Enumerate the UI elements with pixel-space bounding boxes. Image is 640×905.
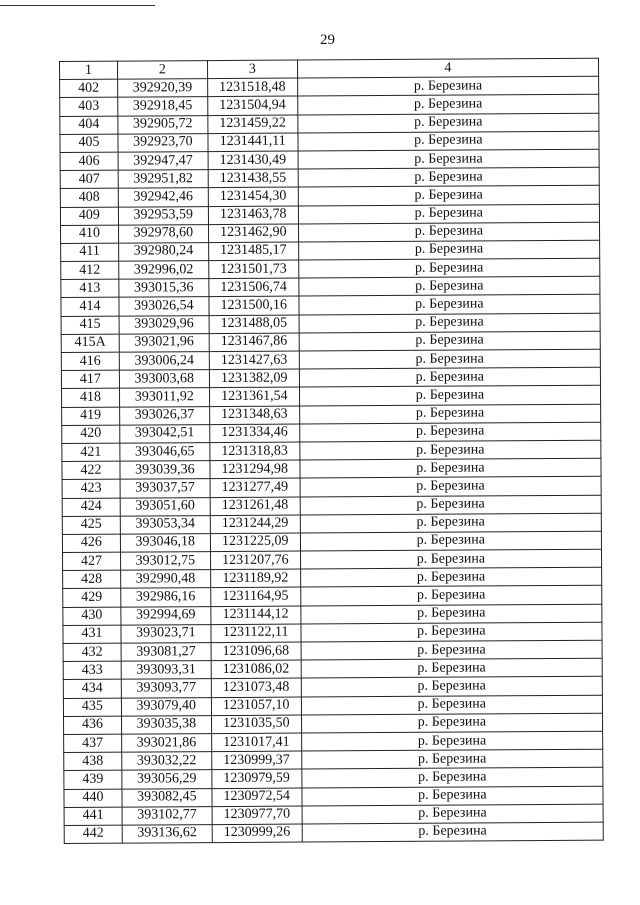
point-number-cell: 435 [63, 698, 121, 717]
y-coordinate-cell: 1230977,70 [212, 806, 302, 825]
description-cell: р. Березина [299, 295, 600, 315]
y-coordinate-cell: 1231244,29 [210, 515, 300, 534]
x-coordinate-cell: 392996,02 [119, 261, 209, 280]
y-coordinate-cell: 1231430,49 [208, 151, 298, 170]
description-cell: р. Березина [298, 204, 599, 224]
x-coordinate-cell: 393026,54 [119, 297, 209, 316]
description-cell: р. Березина [300, 440, 601, 460]
x-coordinate-cell: 393021,96 [119, 333, 209, 352]
x-coordinate-cell: 393136,62 [122, 824, 212, 843]
description-cell: р. Березина [301, 640, 602, 660]
point-number-cell: 407 [60, 170, 118, 189]
point-number-cell: 412 [61, 261, 119, 280]
point-number-cell: 428 [63, 570, 121, 589]
description-cell: р. Березина [298, 222, 599, 242]
y-coordinate-cell: 1231164,95 [211, 587, 301, 606]
point-number-cell: 422 [62, 461, 120, 480]
description-cell: р. Березина [301, 677, 602, 697]
description-cell: р. Березина [301, 622, 602, 642]
x-coordinate-cell: 393081,27 [121, 643, 211, 662]
y-coordinate-cell: 1231501,73 [209, 260, 299, 279]
point-number-cell: 406 [60, 152, 118, 171]
x-coordinate-cell: 393102,77 [122, 806, 212, 825]
description-cell: р. Березина [302, 804, 603, 824]
x-coordinate-cell: 393039,36 [120, 461, 210, 480]
y-coordinate-cell: 1231382,09 [209, 369, 299, 388]
x-coordinate-cell: 392918,45 [118, 97, 208, 116]
x-coordinate-cell: 393042,51 [120, 424, 210, 443]
header-col-3: 3 [207, 60, 297, 79]
point-number-cell: 431 [63, 625, 121, 644]
x-coordinate-cell: 392942,46 [118, 188, 208, 207]
x-coordinate-cell: 393093,31 [121, 661, 211, 680]
y-coordinate-cell: 1231017,41 [211, 733, 301, 752]
description-cell: р. Березина [298, 113, 599, 133]
header-col-1: 1 [60, 61, 118, 80]
x-coordinate-cell: 393053,34 [120, 515, 210, 534]
point-number-cell: 415А [61, 334, 119, 353]
point-number-cell: 426 [62, 534, 120, 553]
point-number-cell: 441 [64, 807, 122, 826]
y-coordinate-cell: 1230979,59 [212, 769, 302, 788]
point-number-cell: 437 [64, 734, 122, 753]
description-cell: р. Березина [298, 131, 599, 151]
point-number-cell: 429 [63, 589, 121, 608]
x-coordinate-cell: 392986,16 [121, 588, 211, 607]
y-coordinate-cell: 1231225,09 [210, 533, 300, 552]
point-number-cell: 432 [63, 643, 121, 662]
description-cell: р. Березина [299, 386, 600, 406]
point-number-cell: 410 [61, 225, 119, 244]
point-number-cell: 425 [62, 516, 120, 535]
point-number-cell: 418 [62, 389, 120, 408]
description-cell: р. Березина [298, 167, 599, 187]
y-coordinate-cell: 1231144,12 [211, 606, 301, 625]
table-row [64, 822, 603, 843]
y-coordinate-cell: 1231485,17 [208, 242, 298, 261]
point-number-cell: 434 [63, 680, 121, 699]
description-cell: р. Березина [300, 458, 601, 478]
point-number-cell: 402 [60, 79, 118, 98]
y-coordinate-cell: 1231096,68 [211, 642, 301, 661]
y-coordinate-cell: 1231488,05 [209, 315, 299, 334]
description-cell: р. Березина [301, 731, 602, 751]
x-coordinate-cell: 392953,59 [118, 206, 208, 225]
y-coordinate-cell: 1231073,48 [211, 678, 301, 697]
description-cell: р. Березина [299, 349, 600, 369]
y-coordinate-cell: 1231057,10 [211, 697, 301, 716]
point-number-cell: 439 [64, 770, 122, 789]
point-number-cell: 405 [60, 134, 118, 153]
point-number-cell: 409 [60, 207, 118, 226]
y-coordinate-cell: 1231086,02 [211, 660, 301, 679]
x-coordinate-cell: 392947,47 [118, 152, 208, 171]
x-coordinate-cell: 393056,29 [122, 770, 212, 789]
description-cell: р. Березина [300, 586, 601, 606]
description-cell: р. Березина [301, 658, 602, 678]
description-cell: р. Березина [300, 531, 601, 551]
point-number-cell: 436 [64, 716, 122, 735]
description-cell: р. Березина [300, 513, 601, 533]
point-number-cell: 423 [62, 479, 120, 498]
point-number-cell: 440 [64, 789, 122, 808]
y-coordinate-cell: 1231454,30 [208, 187, 298, 206]
point-number-cell: 430 [63, 607, 121, 626]
x-coordinate-cell: 392905,72 [118, 115, 208, 134]
description-cell: р. Березина [297, 76, 598, 96]
x-coordinate-cell: 392951,82 [118, 170, 208, 189]
y-coordinate-cell: 1231318,83 [210, 442, 300, 461]
description-cell: р. Березина [299, 331, 600, 351]
x-coordinate-cell: 393046,65 [120, 443, 210, 462]
table-body [60, 76, 604, 843]
point-number-cell: 427 [63, 552, 121, 571]
y-coordinate-cell: 1231427,63 [209, 351, 299, 370]
header-col-2: 2 [117, 61, 207, 80]
point-number-cell: 416 [61, 352, 119, 371]
description-cell: р. Березина [300, 495, 601, 515]
x-coordinate-cell: 393093,77 [121, 679, 211, 698]
description-cell: р. Березина [300, 567, 601, 587]
description-cell: р. Березина [301, 604, 602, 624]
y-coordinate-cell: 1231334,46 [210, 424, 300, 443]
point-number-cell: 420 [62, 425, 120, 444]
description-cell: р. Березина [300, 549, 601, 569]
x-coordinate-cell: 392920,39 [118, 79, 208, 98]
y-coordinate-cell: 1231500,16 [209, 296, 299, 315]
x-coordinate-cell: 393006,24 [119, 352, 209, 371]
point-number-cell: 417 [61, 370, 119, 389]
x-coordinate-cell: 393023,71 [121, 624, 211, 643]
description-cell: р. Березина [299, 367, 600, 387]
y-coordinate-cell: 1231122,11 [211, 624, 301, 643]
description-cell: р. Березина [302, 822, 603, 842]
point-number-cell: 433 [63, 661, 121, 680]
y-coordinate-cell: 1231294,98 [210, 460, 300, 479]
point-number-cell: 404 [60, 116, 118, 135]
point-number-cell: 408 [60, 188, 118, 207]
page-number: 29 [320, 32, 335, 48]
description-cell: р. Березина [298, 149, 599, 169]
point-number-cell: 424 [62, 498, 120, 517]
x-coordinate-cell: 393035,38 [121, 715, 211, 734]
x-coordinate-cell: 392990,48 [121, 570, 211, 589]
description-cell: р. Березина [299, 404, 600, 424]
y-coordinate-cell: 1230972,54 [212, 788, 302, 807]
point-number-cell: 419 [62, 407, 120, 426]
x-coordinate-cell: 393012,75 [120, 552, 210, 571]
y-coordinate-cell: 1231361,54 [209, 387, 299, 406]
description-cell: р. Березина [298, 240, 599, 260]
y-coordinate-cell: 1231441,11 [208, 133, 298, 152]
y-coordinate-cell: 1230999,26 [212, 824, 302, 843]
x-coordinate-cell: 393029,96 [119, 315, 209, 334]
description-cell: р. Березина [301, 713, 602, 733]
y-coordinate-cell: 1231261,48 [210, 497, 300, 516]
x-coordinate-cell: 393003,68 [119, 370, 209, 389]
y-coordinate-cell: 1231207,76 [210, 551, 300, 570]
x-coordinate-cell: 393021,86 [122, 734, 212, 753]
description-cell: р. Березина [301, 749, 602, 769]
x-coordinate-cell: 392980,24 [119, 242, 209, 261]
y-coordinate-cell: 1231506,74 [209, 278, 299, 297]
y-coordinate-cell: 1231463,78 [208, 206, 298, 225]
y-coordinate-cell: 1231462,90 [208, 224, 298, 243]
description-cell: р. Березина [299, 313, 600, 333]
x-coordinate-cell: 393026,37 [120, 406, 210, 425]
y-coordinate-cell: 1231277,49 [210, 478, 300, 497]
y-coordinate-cell: 1231438,55 [208, 169, 298, 188]
x-coordinate-cell: 393032,22 [122, 752, 212, 771]
x-coordinate-cell: 392923,70 [118, 133, 208, 152]
y-coordinate-cell: 1231189,92 [210, 569, 300, 588]
description-cell: р. Березина [301, 695, 602, 715]
y-coordinate-cell: 1231459,22 [208, 115, 298, 134]
x-coordinate-cell: 392978,60 [118, 224, 208, 243]
description-cell: р. Березина [302, 768, 603, 788]
description-cell: р. Березина [299, 276, 600, 296]
description-cell: р. Березина [299, 422, 600, 442]
x-coordinate-cell: 393046,18 [120, 533, 210, 552]
description-cell: р. Березина [297, 95, 598, 115]
description-cell: р. Березина [300, 477, 601, 497]
x-coordinate-cell: 393079,40 [121, 697, 211, 716]
point-number-cell: 421 [62, 443, 120, 462]
point-number-cell: 415 [61, 316, 119, 335]
top-rule [0, 5, 155, 6]
x-coordinate-cell: 393082,45 [122, 788, 212, 807]
header-col-4: 4 [297, 58, 598, 78]
description-cell: р. Березина [298, 258, 599, 278]
y-coordinate-cell: 1231035,50 [211, 715, 301, 734]
y-coordinate-cell: 1231467,86 [209, 333, 299, 352]
point-number-cell: 411 [61, 243, 119, 262]
x-coordinate-cell: 392994,69 [121, 606, 211, 625]
description-cell: р. Березина [302, 786, 603, 806]
y-coordinate-cell: 1231504,94 [208, 96, 298, 115]
y-coordinate-cell: 1231518,48 [207, 78, 297, 97]
point-number-cell: 413 [61, 279, 119, 298]
description-cell: р. Березина [298, 186, 599, 206]
point-number-cell: 442 [64, 825, 122, 844]
point-number-cell: 438 [64, 752, 122, 771]
point-number-cell: 414 [61, 298, 119, 317]
x-coordinate-cell: 393051,60 [120, 497, 210, 516]
x-coordinate-cell: 393011,92 [119, 388, 209, 407]
y-coordinate-cell: 1230999,37 [212, 751, 302, 770]
x-coordinate-cell: 393037,57 [120, 479, 210, 498]
y-coordinate-cell: 1231348,63 [209, 406, 299, 425]
x-coordinate-cell: 393015,36 [119, 279, 209, 298]
point-number-cell: 403 [60, 98, 118, 117]
coordinates-table [59, 58, 604, 844]
